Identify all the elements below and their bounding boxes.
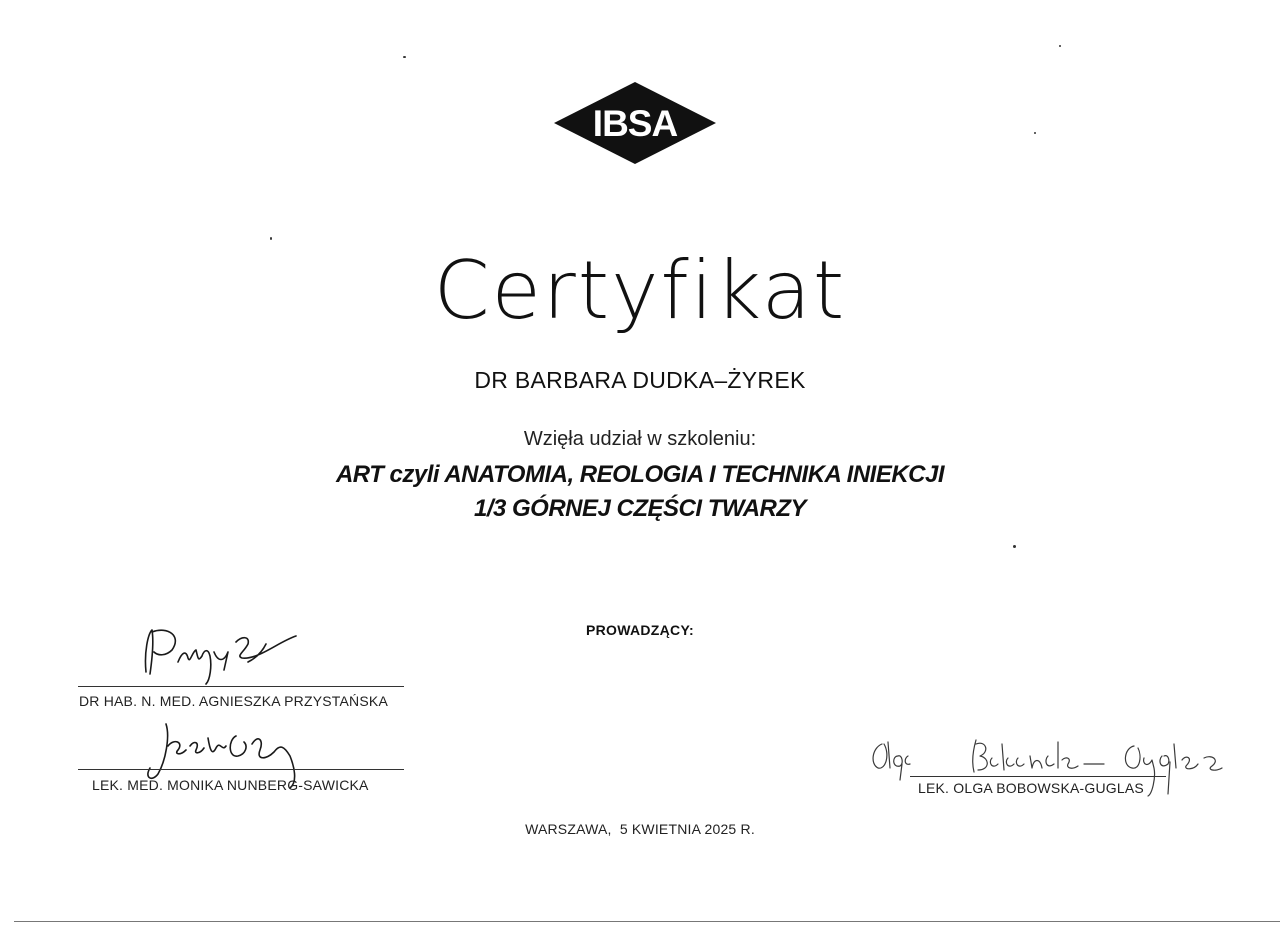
scan-speck: [403, 56, 406, 58]
ibsa-logo: [554, 82, 716, 164]
course-title: [0, 458, 1280, 526]
course-title-line: ART czyli ANATOMIA, REOLOGIA I TECHNIKA INIEKCJI: [335, 461, 945, 488]
signature-image: [138, 622, 308, 688]
scan-speck: [1013, 545, 1016, 548]
instructor-name: LEK. OLGA BOBOWSKA-GUGLAS: [918, 780, 1144, 796]
signature-line: [78, 769, 404, 770]
signature-line: [910, 776, 1166, 777]
place-date: WARSZAWA, 5 KWIETNIA 2025 R.: [525, 821, 755, 837]
course-title-line: 1/3 GÓRNEJ CZĘŚCI TWARZY: [473, 495, 807, 522]
scan-speck: [270, 237, 272, 240]
recipient-name: DR BARBARA DUDKA–ŻYREK: [474, 367, 806, 393]
instructor-name: DR HAB. N. MED. AGNIESZKA PRZYSTAŃSKA: [79, 693, 388, 709]
page-edge-line: [14, 921, 1280, 922]
instructors-label: PROWADZĄCY:: [585, 622, 695, 638]
scan-speck: [1034, 132, 1036, 134]
certificate-title: Certyfikat: [433, 244, 847, 337]
participation-text: Wzięła udział w szkoleniu:: [523, 428, 757, 450]
instructor-name: LEK. MED. MONIKA NUNBERG-SAWICKA: [92, 777, 369, 793]
scan-speck: [1059, 45, 1061, 47]
logo-text: IBSA: [592, 103, 678, 144]
signature-line: [78, 686, 404, 687]
